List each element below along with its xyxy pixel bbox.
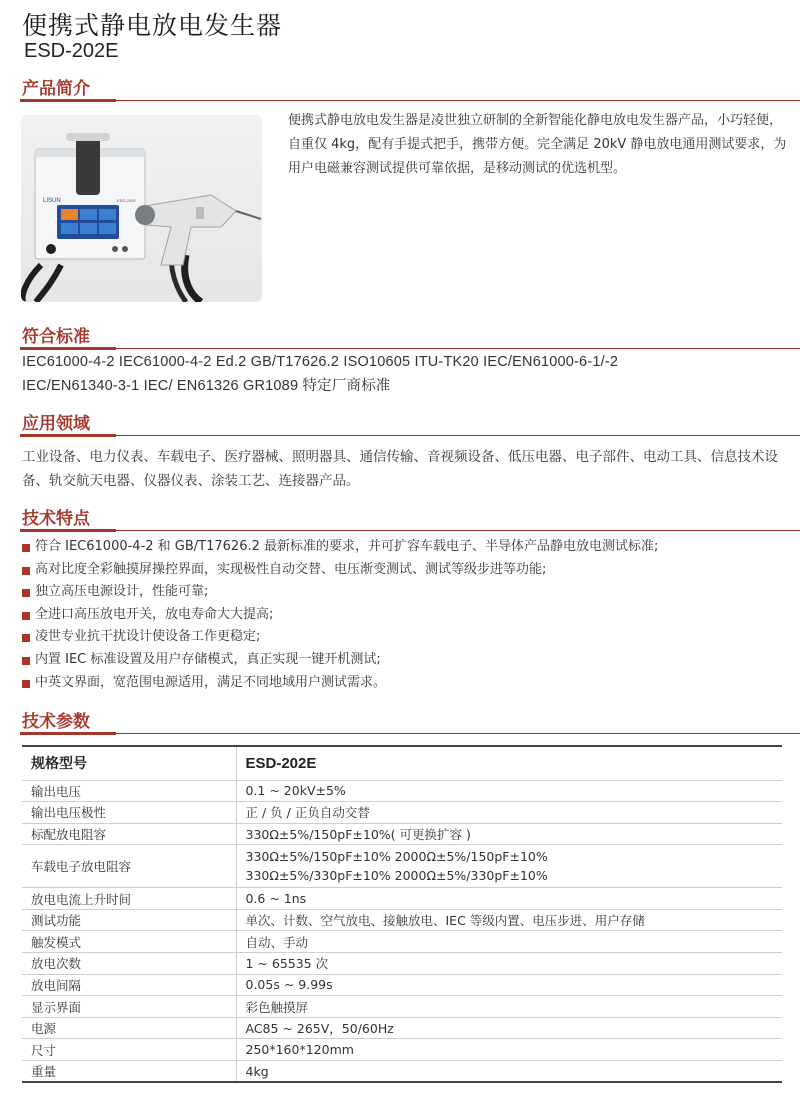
section-specs-title: 技术参数 [22,712,90,732]
spec-key: 车载电子放电阻容 [22,845,236,888]
section-divider [22,530,800,531]
esd-generator-illustration [21,115,262,302]
spec-key: 测试功能 [22,909,236,931]
section-divider [22,733,800,734]
section-features-header [22,504,800,532]
feature-item: 高对比度全彩触摸屏操控界面，实现极性自动交替、电压渐变测试、测试等级步进等功能; [22,559,792,582]
spec-key: 电源 [22,1017,236,1039]
spec-key: 触发模式 [22,931,236,953]
standards-line-1: IEC61000-4-2 IEC61000-4-2 Ed.2 GB/T17626.2 ISO10605 ITU-TK20 IEC/EN61000-6-1/-2 [22,354,619,370]
spec-key: 标配放电阻容 [22,823,236,845]
spec-row [22,1017,782,1039]
feature-item: 符合 IEC61000-4-2 和 GB/T17626.2 最新标准的要求，并可扩容车载电子、半导体产品静电放电测试标准; [22,536,792,559]
section-divider [22,348,800,349]
spec-key: 尺寸 [22,1039,236,1061]
spec-value: 330Ω±5%/150pF±10%( 可更换扩容 ) [236,823,782,845]
spec-row [22,931,782,953]
spec-row [22,888,782,910]
spec-key: 放电间隔 [22,974,236,996]
spec-value [236,845,782,888]
applications-paragraph: 工业设备、电力仪表、车载电子、医疗器械、照明器具、通信传输、音视频设备、低压电器、电子部件、电动工具、信息技术设备、轨交航天电器、仪器仪表、涂装工艺、连接器产品。 [22,449,778,489]
spec-row [22,1061,782,1083]
feature-item: 中英文界面，宽范围电源适用，满足不同地域用户测试需求。 [22,672,792,695]
section-standards-header [22,322,800,350]
model-number: ESD-202E [24,40,119,62]
spec-value: 250*160*120mm [236,1039,782,1061]
spec-key: 重量 [22,1061,236,1083]
device-model-text: ESD-202E [117,198,136,203]
intro-paragraph: 便携式静电放电发生器是凌世独立研制的全新智能化静电放电发生器产品，小巧轻便，自重仅 4kg，配有手提式把手，携带方便。完全满足 20kV 静电放电通用测试要求，为用户电磁兼容测试提供可靠依据，是移动测试的优选机型。 [288,113,787,176]
product-photo [21,115,262,302]
section-applications-header [22,409,800,437]
spec-header-row [22,746,782,780]
section-applications-title: 应用领域 [22,414,90,434]
section-features-title: 技术特点 [22,509,90,529]
section-specs-header [22,707,800,735]
spec-header-value: ESD-202E [236,746,782,780]
spec-row [22,802,782,824]
device-brand-text: LISUN [43,198,61,204]
spec-value: 自动、手动 [236,931,782,953]
page-title: 便携式静电放电发生器 [22,11,283,40]
section-divider [22,100,800,101]
feature-item: 全进口高压放电开关，放电寿命大大提高; [22,604,792,627]
spec-row [22,953,782,975]
features-list [22,536,792,694]
spec-table [22,745,782,1083]
spec-key: 输出电压 [22,780,236,802]
spec-value: 0.6 ~ 1ns [236,888,782,910]
section-divider [22,435,800,436]
spec-row [22,1039,782,1061]
section-intro-title: 产品简介 [22,79,90,99]
feature-item: 凌世专业抗干扰设计使设备工作更稳定; [22,626,792,649]
spec-value: 0.1 ~ 20kV±5% [236,780,782,802]
spec-value: 0.05s ~ 9.99s [236,974,782,996]
spec-value: 正 / 负 / 正负自动交替 [236,802,782,824]
spec-value-line: 330Ω±5%/330pF±10% 2000Ω±5%/330pF±10% [245,868,548,884]
spec-row [22,974,782,996]
spec-value: 彩色触摸屏 [236,996,782,1018]
spec-row [22,780,782,802]
spec-value: 单次、计数、空气放电、接触放电、IEC 等级内置、电压步进、用户存储 [236,909,782,931]
feature-item: 独立高压电源设计，性能可靠; [22,581,792,604]
spec-value-line: 330Ω±5%/150pF±10% 2000Ω±5%/150pF±10% [245,849,548,865]
spec-row [22,845,782,888]
section-intro-header [22,74,800,102]
feature-item: 内置 IEC 标准设置及用户存储模式，真正实现一键开机测试; [22,649,792,672]
spec-row [22,823,782,845]
spec-key: 放电电流上升时间 [22,888,236,910]
spec-value: 1 ~ 65535 次 [236,953,782,975]
spec-row [22,909,782,931]
spec-value: AC85 ~ 265V，50/60Hz [236,1017,782,1039]
spec-value: 4kg [236,1061,782,1083]
standards-line-2: IEC/EN61340-3-1 IEC/ EN61326 GR1089 特定厂商标准 [22,378,391,394]
spec-header-key: 规格型号 [22,746,236,780]
spec-key: 输出电压极性 [22,802,236,824]
spec-key: 放电次数 [22,953,236,975]
section-standards-title: 符合标准 [22,327,90,347]
spec-key: 显示界面 [22,996,236,1018]
spec-row [22,996,782,1018]
